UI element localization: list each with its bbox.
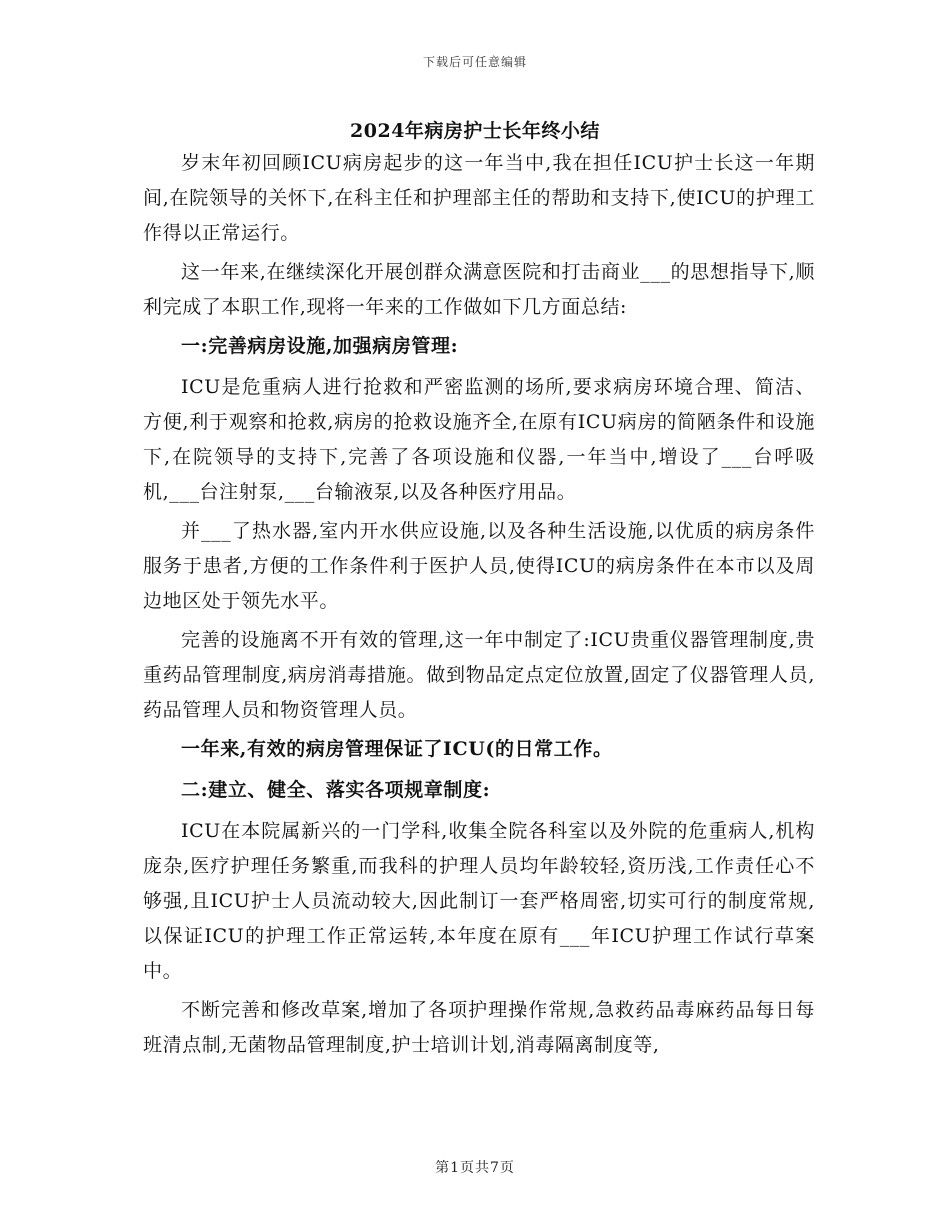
section-heading-2: 二:建立、健全、落实各项规章制度:	[181, 779, 491, 801]
paragraph-1: 岁末年初回顾ICU病房起步的这一年当中,我在担任ICU护士长这一年期间,在院领导的关怀下,在科主任和护理部主任的帮助和支持下,使ICU的护理工作得以正常运行。	[143, 152, 815, 244]
paragraph-4: 并___了热水器,室内开水供应设施,以及各种生活设施,以优质的病房条件服务于患者,方便的工作条件利于医护人员,使得ICU的病房条件在本市以及周边地区处于领先水平。	[143, 520, 815, 612]
section-heading-1: 一:完善病房设施,加强病房管理:	[181, 335, 459, 357]
page-number: 第1页共7页	[435, 1160, 515, 1176]
paragraph-5: 完善的设施离不开有效的管理,这一年中制定了:ICU贵重仪器管理制度,贵重药品管理制度,病房消毒措施。做到物品定点定位放置,固定了仪器管理人员,药品管理人员和物资管理人员。	[143, 629, 815, 721]
header-note: 下载后可任意编辑	[422, 55, 527, 69]
document-body	[143, 146, 815, 1067]
paragraph-3: ICU是危重病人进行抢救和严密监测的场所,要求病房环境合理、简洁、方便,利于观察和抢救,病房的抢救设施齐全,在原有ICU病房的简陋条件和设施下,在院领导的支持下,完善了各项设施和仪器,一年当中,增设了___台呼吸机,___台注射泵,___台输液泵,以及各种医疗用品。	[143, 376, 815, 503]
paragraph-6: ICU在本院属新兴的一门学科,收集全院各科室以及外院的危重病人,机构庞杂,医疗护理任务繁重,而我科的护理人员均年龄较轻,资历浅,工作责任心不够强,且ICU护士人员流动较大,因此制订一套严格周密,切实可行的制度常规,以保证ICU的护理工作正常运转,本年度在原有___年ICU护理工作试行草案中。	[143, 820, 815, 982]
paragraph-2: 这一年来,在继续深化开展创群众满意医院和打击商业___的思想指导下,顺利完成了本职工作,现将一年来的工作做如下几方面总结:	[143, 261, 815, 318]
document-title: 2024年病房护士长年终小结	[350, 120, 600, 142]
bold-statement: 一年来,有效的病房管理保证了ICU(的日常工作。	[181, 738, 613, 760]
paragraph-7: 不断完善和修改草案,增加了各项护理操作常规,急救药品毒麻药品每日每班清点制,无菌物品管理制度,护士培训计划,消毒隔离制度等,	[143, 999, 815, 1056]
